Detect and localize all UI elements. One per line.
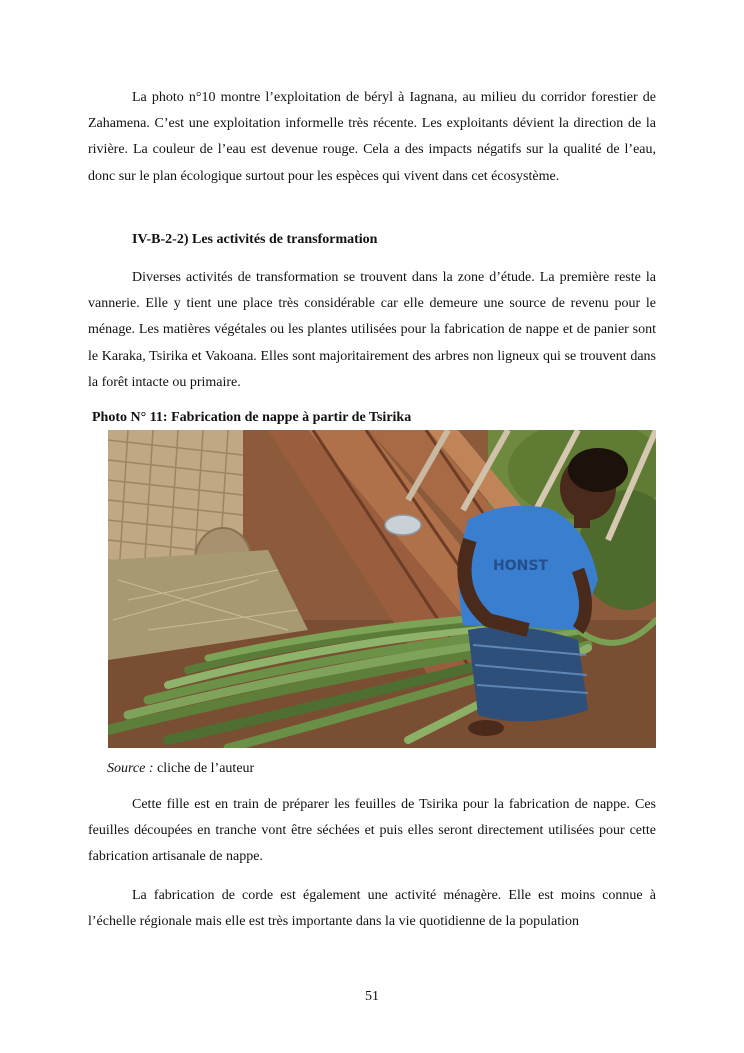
paragraph-beryl-exploitation: La photo n°10 montre l’exploitation de béryl à Iagnana, au milieu du corridor forestier de Zahamena. C’est une exploitation informelle très récente. Les exploitants dévient la direction de la rivière. La couleur de l’eau est devenue rouge. Cela a des impacts négatifs sur la qualité de l’eau, donc sur le plan écologique surtout pour les espèces qui vivent dans cet écosystème. [88,90,656,184]
section-heading: IV-B-2-2) Les activités de transformation [132,232,378,247]
page-number: 51 [365,989,379,1004]
source-label: Source : [107,761,154,776]
shirt-print-text: HONST [493,558,548,574]
paragraph-rope-making: La fabrication de corde est également une activité ménagère. Elle est moins connue à l’échelle régionale mais elle est très importante dans la vie quotidienne de la population [88,888,656,930]
paragraph-transformation-activities: Diverses activités de transformation se trouvent dans la zone d’étude. La première reste la vannerie. Elle y tient une place très considérable car elle demeure une source de revenu pour le ménage. Les matières végétales ou les plantes utilisées pour la fabrication de nappe et de panier sont le Karaka, Tsirika et Vakoana. Elles sont majoritairement des arbres non ligneux qui se trouvent dans la forêt intacte ou primaire. [88,270,656,390]
photo-caption: Photo N° 11: Fabrication de nappe à partir de Tsirika [92,410,412,425]
photo-tsirika-weaving [108,430,656,748]
photo-source [107,758,254,780]
source-text: cliche de l’auteur [153,761,255,776]
paragraph-photo-description: Cette fille est en train de préparer les feuilles de Tsirika pour la fabrication de nappe. Ces feuilles découpées en tranche vont être séchées et puis elles seront directement utilisées pour cette fabrication artisanale de nappe. [88,797,656,865]
